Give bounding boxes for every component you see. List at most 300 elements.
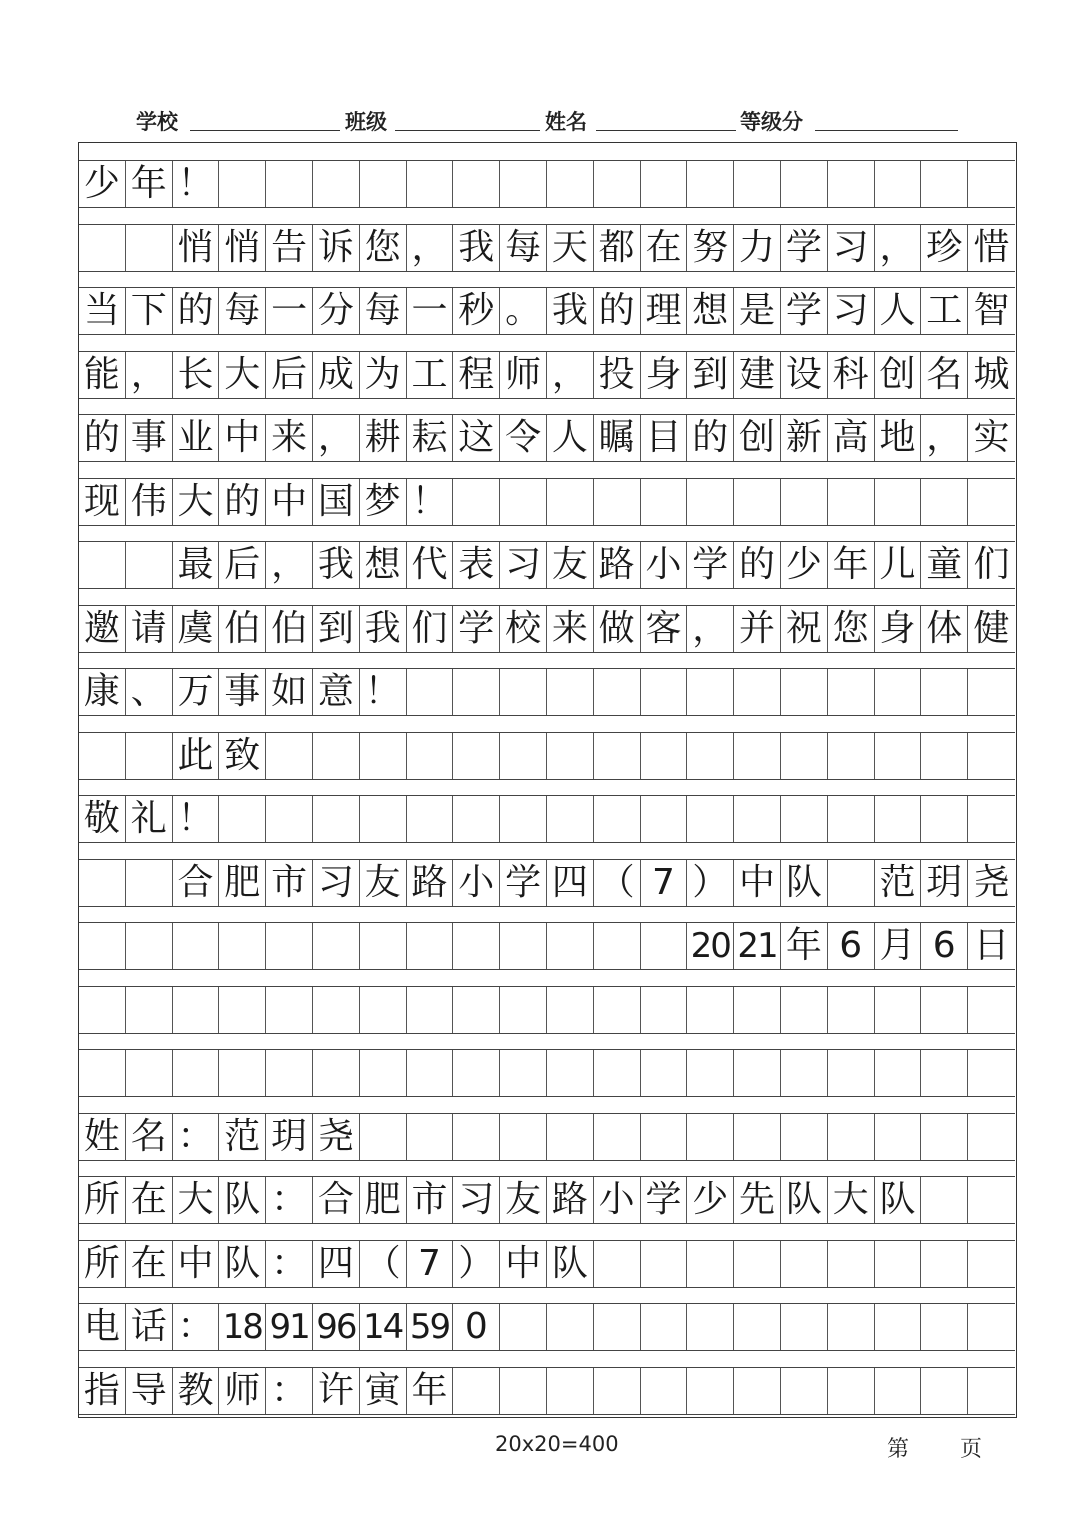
- grid-cell: [968, 1304, 1015, 1350]
- grid-cell: 中: [219, 415, 266, 461]
- grid-cell: [360, 987, 407, 1033]
- grid-cell: 姓: [79, 1114, 126, 1160]
- grid-cell: ：: [266, 1177, 313, 1223]
- grid-cell: [500, 733, 547, 779]
- grid-cell: [968, 1177, 1015, 1223]
- grid-cell: 的: [687, 415, 734, 461]
- grid-row: [79, 1049, 1015, 1097]
- grid-cell: 范: [219, 1114, 266, 1160]
- grid-cell: [968, 1050, 1015, 1096]
- grid-cell: [687, 161, 734, 207]
- grid-cell: [594, 733, 641, 779]
- grid-cell: 路: [547, 1177, 594, 1223]
- grid-cell: [594, 1304, 641, 1350]
- grid-cell: [500, 796, 547, 842]
- grid-cell: 事: [126, 415, 173, 461]
- grid-cell: 队: [781, 860, 828, 906]
- grid-cell: 中: [266, 479, 313, 525]
- grid-cell: [875, 796, 922, 842]
- grid-cell: 业: [173, 415, 220, 461]
- grid-cell: [921, 796, 968, 842]
- grid-cell: 队: [875, 1177, 922, 1223]
- grid-cell: [921, 733, 968, 779]
- grid-cell: 为: [360, 352, 407, 398]
- grid-cell: 天: [547, 225, 594, 271]
- grid-cell: 少: [781, 542, 828, 588]
- grid-cell: 7: [641, 860, 688, 906]
- grid-cell: [500, 923, 547, 969]
- grid-cell: 创: [875, 352, 922, 398]
- grid-cell: [687, 479, 734, 525]
- grid-cell: [453, 669, 500, 715]
- grid-cell: [407, 1114, 454, 1160]
- grid-cell: [407, 923, 454, 969]
- grid-cell: 创: [734, 415, 781, 461]
- grid-cell: 合: [173, 860, 220, 906]
- grid-cell: [313, 1050, 360, 1096]
- grid-cell: ，: [313, 415, 360, 461]
- grid-row: [79, 287, 1015, 335]
- grid-cell: [79, 860, 126, 906]
- grid-cell: [547, 796, 594, 842]
- grid-cell: 我: [313, 542, 360, 588]
- grid-cell: [500, 987, 547, 1033]
- grid-cell: [500, 669, 547, 715]
- grid-cell: ，: [126, 352, 173, 398]
- grid-cell: [453, 1114, 500, 1160]
- grid-cell: [594, 161, 641, 207]
- grid-cell: 敬: [79, 796, 126, 842]
- grid-cell: 话: [126, 1304, 173, 1350]
- grid-cell: [79, 987, 126, 1033]
- grid-cell: 小: [594, 1177, 641, 1223]
- grid-cell: 范: [875, 860, 922, 906]
- grid-cell: [687, 1050, 734, 1096]
- grid-cell: 是: [734, 288, 781, 334]
- grid-cell: 伟: [126, 479, 173, 525]
- grid-cell: [968, 987, 1015, 1033]
- grid-cell: [921, 161, 968, 207]
- grid-cell: 后: [266, 352, 313, 398]
- grid-cell: 习: [453, 1177, 500, 1223]
- grid-cell: [828, 479, 875, 525]
- grid-cell: [173, 923, 220, 969]
- grid-cell: [126, 860, 173, 906]
- grid-cell: [968, 1241, 1015, 1287]
- grid-cell: ，: [407, 225, 454, 271]
- grid-cell: [781, 1241, 828, 1287]
- grid-cell: ：: [173, 1304, 220, 1350]
- grid-cell: ！: [360, 669, 407, 715]
- grid-cell: 到: [687, 352, 734, 398]
- grid-cell: ）: [453, 1241, 500, 1287]
- grid-cell: [594, 923, 641, 969]
- grid-cell: 。: [500, 288, 547, 334]
- grid-cell: [734, 1304, 781, 1350]
- grid-cell: 、: [126, 669, 173, 715]
- grid-cell: 客: [641, 606, 688, 652]
- grid-cell: [500, 1050, 547, 1096]
- grid-cell: 来: [266, 415, 313, 461]
- grid-cell: 伯: [219, 606, 266, 652]
- grid-cell: [266, 1050, 313, 1096]
- grid-cell: [875, 1304, 922, 1350]
- grid-cell: [875, 987, 922, 1033]
- grid-cell: [547, 923, 594, 969]
- grid-cell: 梦: [360, 479, 407, 525]
- grid-cell: [79, 225, 126, 271]
- grid-cell: 导: [126, 1368, 173, 1414]
- grid-cell: 地: [875, 415, 922, 461]
- grid-cell: 少: [687, 1177, 734, 1223]
- grid-cell: 合: [313, 1177, 360, 1223]
- grid-cell: [219, 161, 266, 207]
- grid-cell: [313, 987, 360, 1033]
- grid-cell: [594, 669, 641, 715]
- grid-cell: 工: [921, 288, 968, 334]
- grid-cell: [126, 542, 173, 588]
- grid-cell: 0: [453, 1304, 500, 1350]
- grid-cell: 日: [973, 925, 1010, 966]
- grid-cell: [173, 987, 220, 1033]
- grid-cell: 路: [594, 542, 641, 588]
- grid-cell: [921, 1050, 968, 1096]
- grid-row: [79, 1176, 1015, 1224]
- grid-cell: [547, 733, 594, 779]
- grid-cell: [828, 987, 875, 1033]
- grid-cell: 21: [734, 923, 781, 969]
- grid-cell: 您: [360, 225, 407, 271]
- grid-cell: [313, 796, 360, 842]
- grid-cell: 建: [734, 352, 781, 398]
- grid-cell: [828, 161, 875, 207]
- grid-cell: [875, 161, 922, 207]
- grid-cell: [407, 796, 454, 842]
- grid-cell: 做: [594, 606, 641, 652]
- grid-cell: [641, 161, 688, 207]
- grid-cell: [828, 1050, 875, 1096]
- grid-cell: 此: [173, 733, 220, 779]
- grid-cell: 学: [500, 860, 547, 906]
- grid-cell: 的: [734, 542, 781, 588]
- grid-cell: 意: [313, 669, 360, 715]
- school-blank-line: [190, 130, 340, 131]
- grid-row: [79, 795, 1015, 843]
- grid-cell: 惜: [973, 226, 1010, 268]
- grid-cell: 投: [594, 352, 641, 398]
- grid-cell: 学: [687, 542, 734, 588]
- grid-cell: [126, 923, 173, 969]
- grid-cell: [875, 479, 922, 525]
- grid-cell: 工: [407, 352, 454, 398]
- grid-cell: [126, 987, 173, 1033]
- grid-cell: 并: [734, 606, 781, 652]
- grid-cell: 习: [500, 542, 547, 588]
- grid-cell: 我: [547, 288, 594, 334]
- grid-cell: 科: [828, 352, 875, 398]
- grid-cell: [126, 733, 173, 779]
- grid-cell: [641, 923, 688, 969]
- grid-cell: [828, 669, 875, 715]
- grid-cell: 18: [219, 1304, 266, 1350]
- grid-cell: 代: [407, 542, 454, 588]
- grid-cell: 当: [79, 288, 126, 334]
- grid-cell: 91: [266, 1304, 313, 1350]
- grid-cell: 四: [547, 860, 594, 906]
- page-suffix: 页: [960, 1437, 983, 1462]
- grid-cell: 师: [219, 1368, 266, 1414]
- grid-cell: 友: [500, 1177, 547, 1223]
- grid-row: [79, 1303, 1015, 1351]
- grid-row: [79, 986, 1015, 1034]
- grid-cell: 令: [500, 415, 547, 461]
- grid-cell: ，: [875, 225, 922, 271]
- grid-cell: 年: [828, 542, 875, 588]
- grid-cell: 中: [734, 860, 781, 906]
- grid-cell: 身: [875, 606, 922, 652]
- grid-cell: [407, 669, 454, 715]
- grid-cell: [453, 796, 500, 842]
- grid-cell: [734, 161, 781, 207]
- grid-cell: [921, 1368, 968, 1414]
- grid-cell: 体: [921, 606, 968, 652]
- grid-cell: 耘: [407, 415, 454, 461]
- grid-cell: 在: [126, 1177, 173, 1223]
- grid-cell: [594, 1368, 641, 1414]
- grid-cell: [500, 1304, 547, 1350]
- grid-cell: [875, 1050, 922, 1096]
- grid-cell: 耕: [360, 415, 407, 461]
- grid-cell: [781, 796, 828, 842]
- grid-cell: 习: [313, 860, 360, 906]
- name-blank-line: [596, 130, 736, 131]
- grid-cell: [781, 479, 828, 525]
- grid-cell: [219, 796, 266, 842]
- grid-cell: 在: [126, 1241, 173, 1287]
- grid-cell: 路: [407, 860, 454, 906]
- grid-cell: [547, 1114, 594, 1160]
- grid-cell: ，: [547, 352, 594, 398]
- grid-cell: 成: [313, 352, 360, 398]
- grid-cell: 年: [126, 161, 173, 207]
- grid-cell: 队: [781, 1177, 828, 1223]
- grid-cell: 实: [973, 417, 1010, 458]
- grid-cell: [875, 1368, 922, 1414]
- grid-cell: [781, 733, 828, 779]
- grid-cell: 先: [734, 1177, 781, 1223]
- grid-cell: [547, 1050, 594, 1096]
- grid-cell: 少: [79, 161, 126, 207]
- grid-cell: [828, 796, 875, 842]
- grid-cell: 珍: [921, 225, 968, 271]
- grid-cell: [79, 923, 126, 969]
- grid-cell: 电: [79, 1304, 126, 1350]
- grid-cell: [641, 987, 688, 1033]
- grid-cell: 市: [266, 860, 313, 906]
- grid-cell: [126, 1050, 173, 1096]
- grid-cell: ，: [266, 542, 313, 588]
- grid-row: [79, 732, 1015, 780]
- grid-cell: [500, 1368, 547, 1414]
- grid-cell: 习: [828, 288, 875, 334]
- grid-cell: 城: [973, 353, 1010, 395]
- grid-row: [79, 859, 1015, 907]
- grid-cell: [407, 161, 454, 207]
- grid-cell: ：: [173, 1114, 220, 1160]
- grid-cell: [453, 1050, 500, 1096]
- grid-cell: [313, 923, 360, 969]
- class-blank-line: [395, 130, 540, 131]
- page-prefix: 第: [887, 1437, 910, 1462]
- grid-cell: 邀: [79, 606, 126, 652]
- grid-cell: ，: [687, 606, 734, 652]
- grid-cell: 市: [407, 1177, 454, 1223]
- grid-row: [79, 160, 1015, 208]
- grid-cell: 这: [453, 415, 500, 461]
- grid-cell: ！: [173, 161, 220, 207]
- grid-cell: [781, 987, 828, 1033]
- grid-cell: [360, 796, 407, 842]
- grid-cell: [266, 987, 313, 1033]
- grid-cell: 智: [973, 290, 1010, 331]
- grid-cell: 小: [453, 860, 500, 906]
- grid-cell: 想: [360, 542, 407, 588]
- grid-cell: [641, 669, 688, 715]
- grid-cell: 教: [173, 1368, 220, 1414]
- grid-cell: 尧: [973, 861, 1010, 903]
- grid-cell: [219, 1050, 266, 1096]
- name-label: 姓名: [545, 109, 587, 134]
- grid-cell: [687, 796, 734, 842]
- grid-cell: 儿: [875, 542, 922, 588]
- grid-cell: [594, 479, 641, 525]
- grid-cell: [921, 479, 968, 525]
- grid-cell: [734, 1050, 781, 1096]
- grade-label: 等级分: [740, 109, 803, 134]
- grid-cell: 的: [79, 415, 126, 461]
- grid-cell: [547, 669, 594, 715]
- grid-cell: ！: [173, 796, 220, 842]
- grid-cell: 都: [594, 225, 641, 271]
- grid-cell: 虞: [173, 606, 220, 652]
- grid-cell: [360, 923, 407, 969]
- grid-cell: 大: [173, 479, 220, 525]
- grid-cell: 瞩: [594, 415, 641, 461]
- grid-cell: 来: [547, 606, 594, 652]
- grid-cell: 悄: [219, 225, 266, 271]
- grid-cell: [968, 161, 1015, 207]
- grid-cell: 大: [219, 352, 266, 398]
- grid-cell: 们: [407, 606, 454, 652]
- grid-cell: 每: [219, 288, 266, 334]
- grid-cell: 力: [734, 225, 781, 271]
- grid-cell: 诉: [313, 225, 360, 271]
- grid-row: [79, 351, 1015, 399]
- grid-cell: [968, 796, 1015, 842]
- grid-cell: [266, 796, 313, 842]
- grid-cell: [781, 1114, 828, 1160]
- grid-row: [79, 605, 1015, 653]
- grid-cell: 寅: [360, 1368, 407, 1414]
- grid-cell: 友: [547, 542, 594, 588]
- grid-cell: 年: [407, 1368, 454, 1414]
- grid-cell: （: [360, 1241, 407, 1287]
- grid-cell: 小: [641, 542, 688, 588]
- grid-cell: [453, 733, 500, 779]
- grid-cell: 玥: [921, 860, 968, 906]
- grid-row: [79, 224, 1015, 272]
- grid-cell: 许: [313, 1368, 360, 1414]
- grid-cell: 所: [79, 1241, 126, 1287]
- grid-cell: [266, 161, 313, 207]
- grid-cell: 伯: [266, 606, 313, 652]
- grid-cell: 的: [173, 288, 220, 334]
- grid-cell: [407, 733, 454, 779]
- grid-cell: 悄: [173, 225, 220, 271]
- grid-cell: ）: [687, 860, 734, 906]
- grid-cell: 肥: [360, 1177, 407, 1223]
- grid-cell: [687, 669, 734, 715]
- grid-cell: [79, 1050, 126, 1096]
- grid-cell: [968, 1114, 1015, 1160]
- school-label: 学校: [136, 109, 178, 134]
- grid-cell: 每: [500, 225, 547, 271]
- grid-cell: 童: [921, 542, 968, 588]
- grid-cell: [968, 479, 1015, 525]
- grid-cell: 每: [360, 288, 407, 334]
- grid-cell: 肥: [219, 860, 266, 906]
- grid-cell: 程: [453, 352, 500, 398]
- grid-cell: [828, 733, 875, 779]
- grid-cell: 下: [126, 288, 173, 334]
- grid-cell: [266, 733, 313, 779]
- grid-cell: ：: [266, 1368, 313, 1414]
- grid-cell: [734, 987, 781, 1033]
- grid-cell: [687, 1114, 734, 1160]
- grid-cell: [407, 1050, 454, 1096]
- grid-row: [79, 541, 1015, 589]
- grid-cell: [828, 1241, 875, 1287]
- grid-cell: [79, 733, 126, 779]
- grid-cell: 想: [687, 288, 734, 334]
- grid-cell: 请: [126, 606, 173, 652]
- grid-cell: 的: [594, 288, 641, 334]
- grid-cell: （: [594, 860, 641, 906]
- grid-cell: 名: [921, 352, 968, 398]
- grid-cell: 后: [219, 542, 266, 588]
- grid-cell: [781, 1050, 828, 1096]
- grid-cell: 学: [781, 288, 828, 334]
- grid-cell: [687, 987, 734, 1033]
- grid-cell: 人: [875, 288, 922, 334]
- grid-cell: [687, 1368, 734, 1414]
- grid-cell: 7: [407, 1241, 454, 1287]
- grid-cell: [968, 733, 1015, 779]
- grid-cell: 您: [828, 606, 875, 652]
- grid-cell: [594, 987, 641, 1033]
- grid-cell: 康: [79, 669, 126, 715]
- grid-cell: [641, 1304, 688, 1350]
- grid-cell: [360, 733, 407, 779]
- grid-cell: [734, 669, 781, 715]
- grid-cell: [781, 1368, 828, 1414]
- grid-row: [79, 1240, 1015, 1288]
- grid-cell: 习: [828, 225, 875, 271]
- grid-cell: [453, 987, 500, 1033]
- grid-cell: [453, 1368, 500, 1414]
- grid-cell: 现: [79, 479, 126, 525]
- grid-cell: 中: [500, 1241, 547, 1287]
